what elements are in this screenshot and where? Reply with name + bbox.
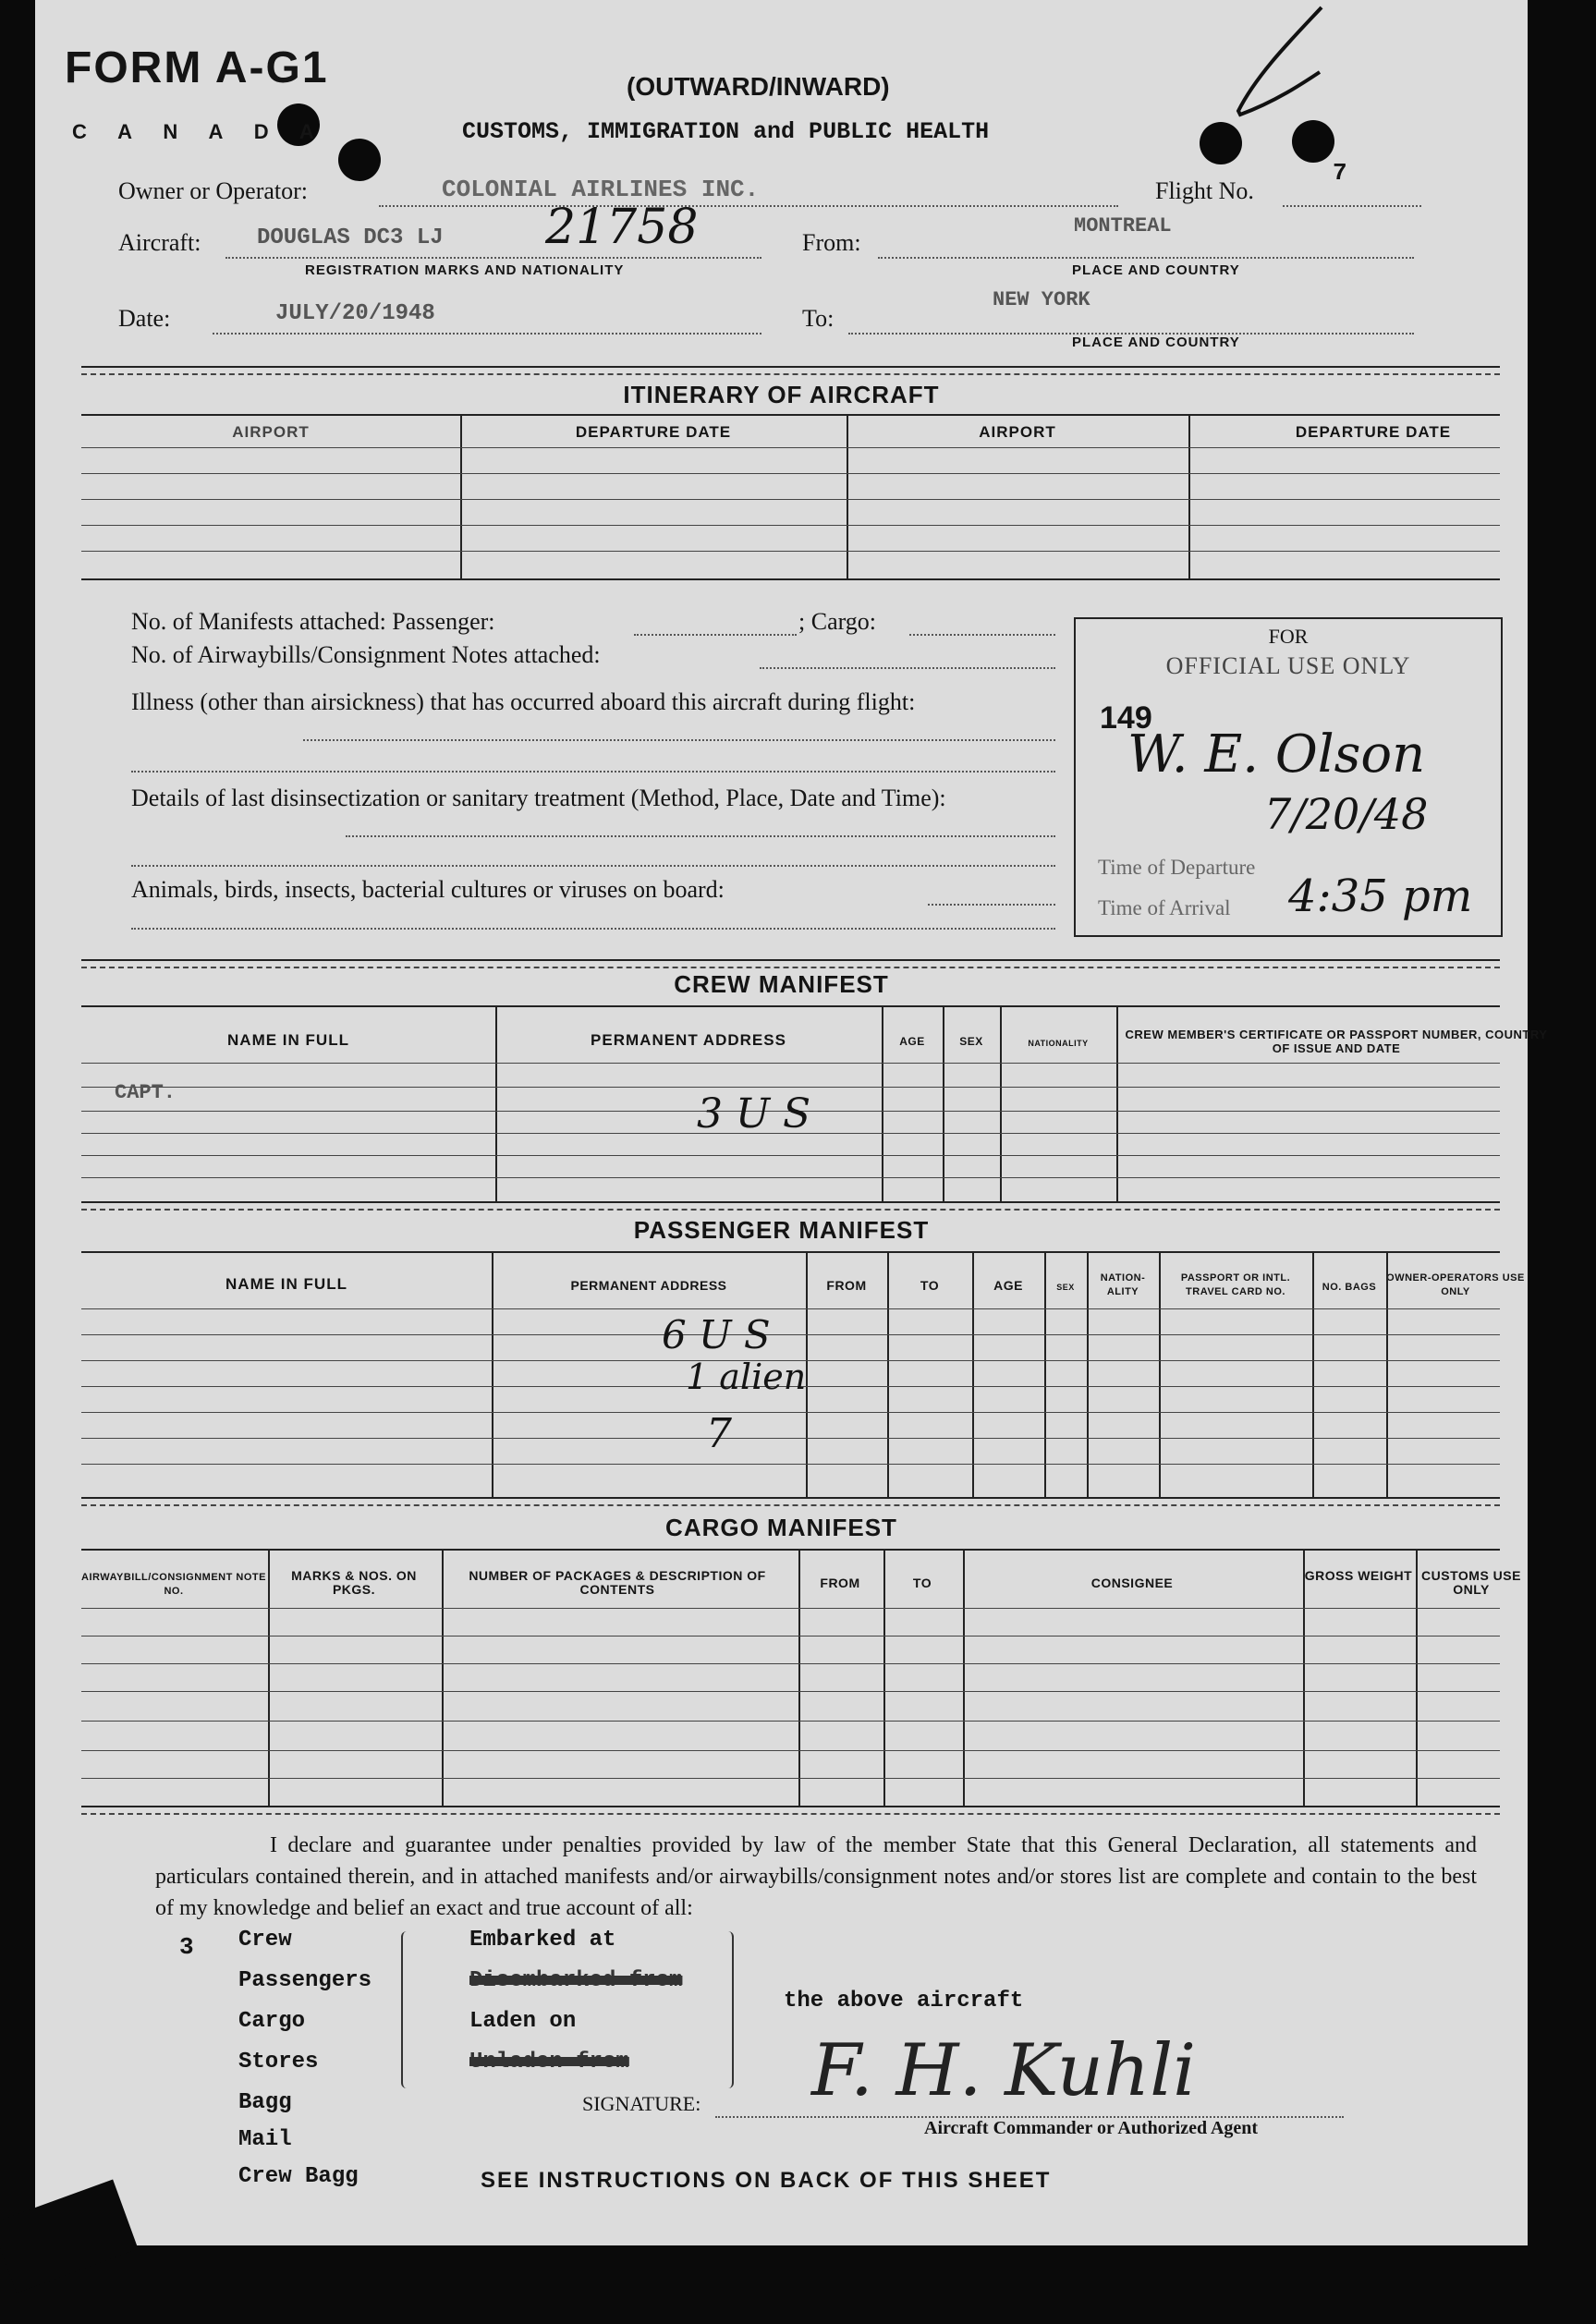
passenger-col-age: AGE: [993, 1278, 1023, 1293]
passenger-col-address: PERMANENT ADDRESS: [570, 1278, 727, 1293]
illness-label: Illness (other than airsickness) that has occurred aboard this aircraft during flight:: [131, 688, 916, 715]
official-date: 7/20/48: [1264, 789, 1429, 839]
flight-label: Flight No.: [1155, 177, 1254, 204]
official-signature: W. E. Olson: [1127, 724, 1426, 785]
disembarked-from: Disembarked from: [469, 1968, 683, 1993]
passenger-hand-1: 6 U S: [662, 1312, 771, 1357]
from-label: From:: [802, 229, 861, 256]
passenger-col-passport: PASSPORT OR INTL. TRAVEL CARD NO.: [1180, 1272, 1291, 1297]
passenger-col-owner: OWNER-OPERATORS USE ONLY: [1386, 1272, 1525, 1297]
declared-passengers: Passengers: [238, 1968, 372, 1993]
cargo-col-consignee: CONSIGNEE: [1090, 1576, 1174, 1590]
official-for: FOR: [1268, 625, 1309, 648]
crew-title: CREW MANIFEST: [674, 970, 889, 998]
form-name: FORM A-G1: [65, 48, 329, 92]
declared-cargo: Cargo: [238, 2009, 306, 2034]
from-value: MONTREAL: [1074, 214, 1172, 237]
animals-label: Animals, birds, insects, bacterial cultures or viruses on board:: [131, 876, 725, 903]
cargo-col-from: FROM: [820, 1576, 860, 1590]
manifests-attached-label: No. of Manifests attached: Passenger:: [131, 608, 495, 635]
cargo-title: CARGO MANIFEST: [665, 1514, 897, 1541]
form-direction: (OUTWARD/INWARD): [627, 72, 890, 101]
crew-col-address: PERMANENT ADDRESS: [591, 1031, 786, 1049]
declared-stores: Stores: [238, 2050, 319, 2075]
from-caption: PLACE AND COUNTRY: [1072, 262, 1240, 278]
unladen-from: Unladen from: [469, 2050, 629, 2075]
passenger-col-to: TO: [920, 1278, 940, 1293]
date-label: Date:: [118, 305, 171, 332]
airwaybills-attached-label: No. of Airwaybills/Consignment Notes attached:: [131, 641, 601, 668]
arrival-time-label: Time of Arrival: [1098, 896, 1231, 919]
crew-hand-note: 3 U S: [697, 1090, 811, 1138]
disinsectization-label: Details of last disinsectization or sanitary treatment (Method, Place, Date and Time):: [131, 785, 946, 811]
itinerary-col-airport-1: AIRPORT: [232, 423, 310, 441]
signature-caption: Aircraft Commander or Authorized Agent: [924, 2118, 1259, 2138]
crew-col-sex: SEX: [959, 1035, 983, 1048]
above-aircraft: the above aircraft: [784, 1989, 1024, 2014]
passenger-col-name: NAME IN FULL: [225, 1275, 347, 1293]
declaration-form-page: [35, 0, 1548, 2245]
passenger-title: PASSENGER MANIFEST: [633, 1216, 930, 1244]
cargo-col-weight: GROSS WEIGHT: [1304, 1568, 1413, 1583]
owner-label: Owner or Operator:: [118, 177, 309, 204]
date-value: JULY/20/1948: [275, 301, 435, 326]
signature-label: SIGNATURE:: [582, 2092, 701, 2115]
cargo-col-packages: NUMBER OF PACKAGES & DESCRIPTION OF CONTENTS: [469, 1568, 766, 1597]
to-value: NEW YORK: [993, 288, 1090, 311]
cargo-col-airwaybill: AIRWAYBILL/CONSIGNMENT NOTE NO.: [81, 1572, 266, 1597]
declared-mail: Mail: [238, 2127, 292, 2152]
crew-count: 3: [179, 1933, 194, 1961]
to-label: To:: [802, 305, 835, 332]
flight-value: 7: [1333, 159, 1347, 187]
aircraft-caption: REGISTRATION MARKS AND NATIONALITY: [305, 262, 625, 278]
embarked-at: Embarked at: [469, 1928, 616, 1953]
punch-hole-left-2: [338, 139, 381, 181]
crew-row-1-name: CAPT.: [115, 1081, 177, 1104]
passenger-hand-3: 7: [706, 1410, 732, 1457]
cargo-col-customs: CUSTOMS USE ONLY: [1421, 1568, 1521, 1597]
departure-time-label: Time of Departure: [1098, 856, 1256, 879]
crew-col-name: NAME IN FULL: [227, 1031, 349, 1049]
declared-crew: Crew: [238, 1928, 292, 1953]
cargo-col-to: TO: [912, 1576, 932, 1590]
country-label: C A N A D A: [72, 120, 327, 143]
passenger-col-nationality: NATION-ALITY: [1100, 1272, 1146, 1297]
cargo-col-marks: MARKS & NOS. ON PKGS.: [291, 1568, 417, 1597]
aircraft-value: DOUGLAS DC3 LJ: [257, 225, 444, 250]
declared-bagg: Bagg: [238, 2090, 292, 2115]
official-title: OFFICIAL USE ONLY: [1165, 652, 1411, 679]
official-number: 149: [1100, 700, 1152, 736]
pen-mark: [1220, 0, 1331, 129]
cargo-attached-label: ; Cargo:: [798, 608, 877, 635]
declaration-text: I declare and guarantee under penalties provided by law of the member State that this General Declaration, all statements and particulars contained therein, and in attached manifests and/or airwaybills/consignment notes and/or stores list are complete and contain to the best of my knowledge and belief an exact and true account of all:: [155, 1833, 1477, 1920]
itinerary-col-departure-2: DEPARTURE DATE: [1295, 423, 1452, 441]
owner-value: COLONIAL AIRLINES INC.: [442, 176, 760, 203]
instructions-note: SEE INSTRUCTIONS ON BACK OF THIS SHEET: [481, 2168, 1052, 2193]
crew-col-certificate: CREW MEMBER'S CERTIFICATE OR PASSPORT NUMBER, COUNTRY OF ISSUE AND DATE: [1125, 1028, 1548, 1055]
laden-on: Laden on: [469, 2009, 577, 2034]
crew-col-age: AGE: [899, 1035, 925, 1048]
crew-col-nationality: NATIONALITY: [1028, 1039, 1089, 1048]
itinerary-title: ITINERARY OF AIRCRAFT: [623, 381, 940, 408]
passenger-col-bags: NO. BAGS: [1322, 1282, 1377, 1293]
aircraft-handwritten: 21758: [545, 200, 699, 255]
passenger-col-from: FROM: [826, 1278, 867, 1293]
commander-signature: F. H. Kuhli: [811, 2029, 1197, 2112]
department-title: CUSTOMS, IMMIGRATION and PUBLIC HEALTH: [462, 118, 990, 145]
passenger-col-sex: SEX: [1056, 1283, 1075, 1292]
official-use-box: [1074, 617, 1503, 937]
itinerary-col-airport-2: AIRPORT: [979, 423, 1056, 441]
itinerary-col-departure-1: DEPARTURE DATE: [575, 423, 732, 441]
aircraft-label: Aircraft:: [118, 229, 201, 256]
arrival-time-value: 4:35 pm: [1288, 870, 1473, 922]
to-caption: PLACE AND COUNTRY: [1072, 335, 1240, 350]
passenger-hand-2: 1 alien: [686, 1357, 807, 1397]
declared-crew-bagg: Crew Bagg: [238, 2164, 359, 2189]
